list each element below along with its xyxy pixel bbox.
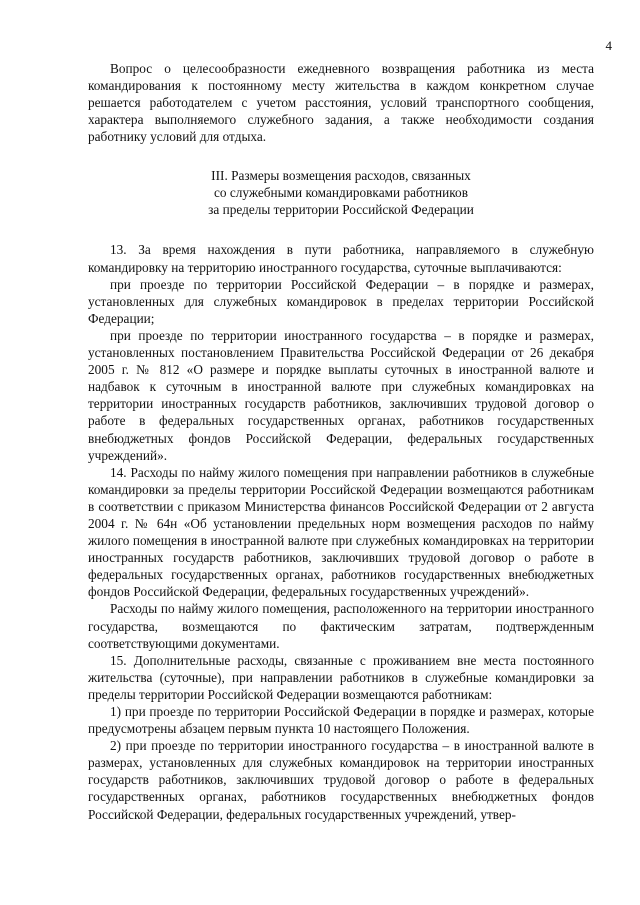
intro-paragraph: Вопрос о целесообразности ежедневного возвращения работника из места командирования к постоянному месту жительства в каждом конкретном случае решается работодателем с учетом расстояния, условий транспортного сообщения, характера выполняемого служебного задания, а также необходимости создания работнику условий для отдыха.	[88, 61, 594, 145]
paragraph-15-item-2: 2) при проезде по территории иностранного государства – в иностранной валюте в размерах, установленных для служебных командировок на территории иностранных государств работников, заключивших трудовой договор о работе в федеральных государственных органах, работников государственных внебюджетных фондов Российской Федерации, федеральных государственных учреждений, утвер-	[88, 738, 594, 822]
paragraph-13: 13. За время нахождения в пути работника, направляемого в служебную командировку на территорию иностранного государства, суточные выплачиваются:	[88, 242, 594, 275]
paragraph-13-rf-transit: при проезде по территории Российской Федерации – в порядке и размерах, установленных для служебных командировок в пределах территории Российской Федерации;	[88, 276, 594, 326]
section-heading-line-1: III. Размеры возмещения расходов, связанных	[211, 168, 471, 184]
paragraph-15: 15. Дополнительные расходы, связанные с проживанием вне места постоянного жительства (суточные), при направлении работников в служебные командировки за пределы территории Российской Федерации возмещаются работникам:	[88, 652, 594, 702]
document-body	[88, 60, 594, 823]
paragraph-15-item-1: 1) при проезде по территории Российской Федерации в порядке и размерах, которые предусмотрены абзацем первым пункта 10 настоящего Положения.	[88, 704, 594, 737]
paragraph-13-foreign-transit: при проезде по территории иностранного государства – в порядке и размерах, установленных постановлением Правительства Российской Федерации от 26 декабря 2005 г. № 812 «О размере и порядке выплаты суточных в иностранной валюте и надбавок к суточным в иностранной валюте при служебных командировках на территории иностранных государств работников, заключивших трудовой договор о работе в федеральных государственных органах, работников государственных внебюджетных фондов Российской Федерации, федеральных государственных учреждений».	[88, 327, 594, 463]
paragraph-14-housing: Расходы по найму жилого помещения, расположенного на территории иностранного государства, возмещаются по фактическим затратам, подтвержденным соответствующими документами.	[88, 601, 594, 651]
section-heading	[88, 167, 594, 218]
page-number: 4	[605, 38, 612, 53]
section-heading-line-3: за пределы территории Российской Федерации	[208, 202, 474, 218]
section-heading-line-2: со служебными командировками работников	[213, 185, 468, 201]
paragraph-14: 14. Расходы по найму жилого помещения при направлении работников в служебные командировки за пределы территории Российской Федерации возмещаются работникам в соответствии с приказом Министерства финансов Российской Федерации от 2 августа 2004 г. № 64н «Об установлении предельных норм возмещения расходов по найму жилого помещения в иностранной валюте при служебных командировках на территории иностранных государств работников, заключивших трудовой договор о работе в федеральных государственных органах, работников государственных внебюджетных фондов Российской Федерации, федеральных государственных учреждений».	[88, 464, 594, 600]
